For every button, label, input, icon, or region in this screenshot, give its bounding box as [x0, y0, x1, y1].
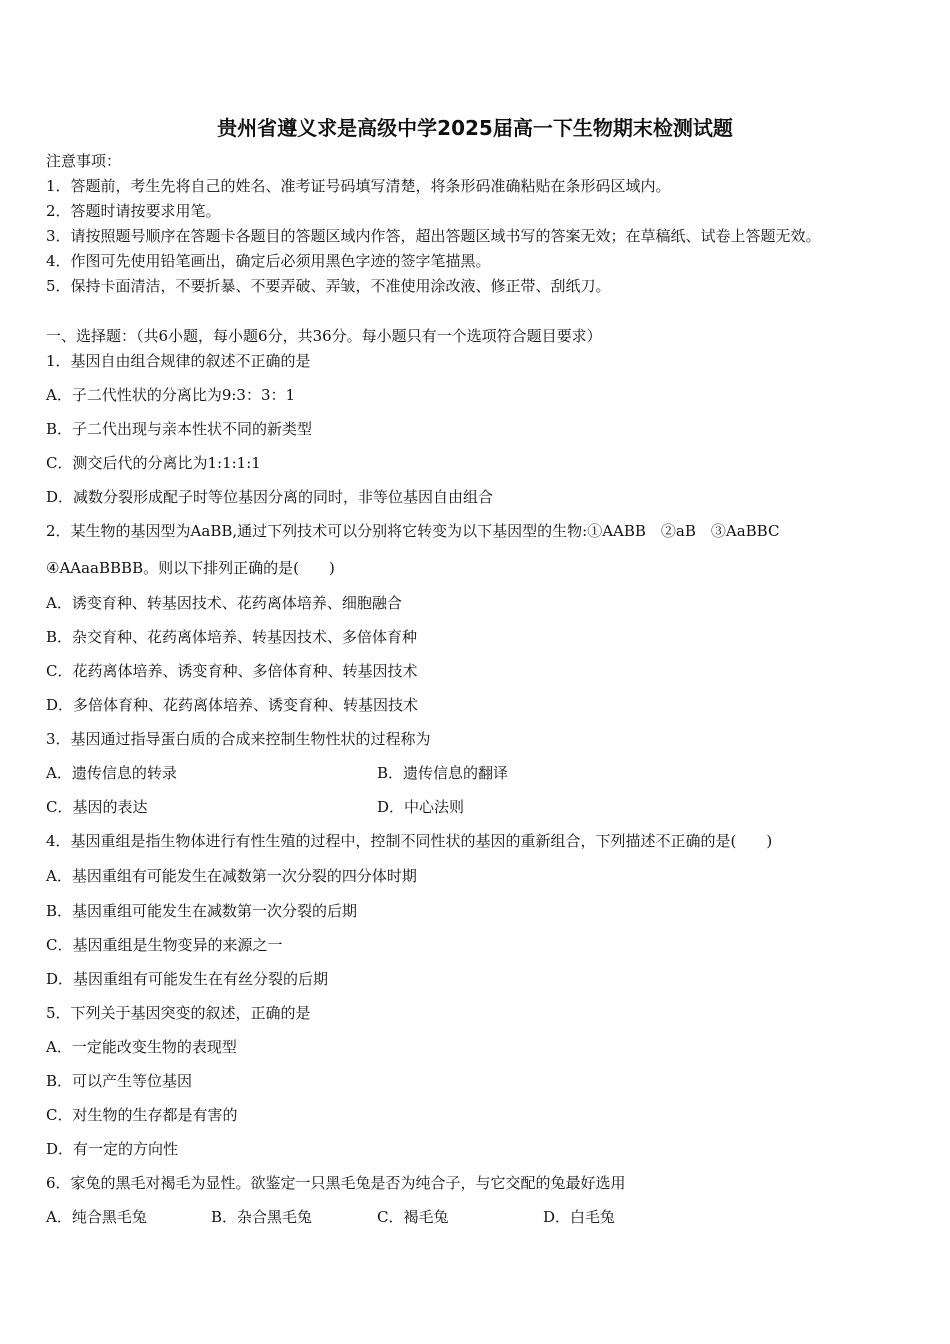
notice-item: 4．作图可先使用铅笔画出，确定后必须用黑色字迹的签字笔描黑。 [46, 252, 491, 270]
question-3 [46, 729, 431, 749]
option-b: B．杂合黑毛兔 [211, 1208, 313, 1226]
section-heading: 一、选择题：（共6小题，每小题6分，共36分。每小题只有一个选项符合题目要求） [46, 327, 602, 345]
question-number: 3． [46, 730, 71, 748]
option-c: C．褐毛兔 [377, 1208, 449, 1226]
exam-title: 贵州省遵义求是高级中学2025届高一下生物期末检测试题 [217, 116, 733, 140]
question-stem: 基因重组是指生物体进行有性生殖的过程中，控制不同性状的基因的重新组合，下列描述不正确的是( ) [70, 832, 773, 850]
notice-item: 3．请按照题号顺序在答题卡各题目的答题区域内作答，超出答题区域书写的答案无效；在草稿纸、试卷上答题无效。 [46, 227, 821, 245]
option-c: C．对生物的生存都是有害的 [46, 1106, 238, 1124]
question-number: 1． [46, 352, 71, 370]
option-a: A．诱变育种、转基因技术、花药离体培养、细胞融合 [46, 594, 402, 612]
question-4 [46, 831, 772, 851]
option-d: D．减数分裂形成配子时等位基因分离的同时，非等位基因自由组合 [46, 488, 494, 506]
option-d: D．有一定的方向性 [46, 1140, 179, 1158]
question-number: 4． [46, 832, 71, 850]
question-stem: 某生物的基因型为AaBB,通过下列技术可以分别将它转变为以下基因型的生物:①AABB ②aB ③AaBBC [70, 522, 780, 540]
notice-item: 5．保持卡面清洁，不要折暴、不要弄破、弄皱，不准使用涂改液、修正带、刮纸刀。 [46, 277, 611, 295]
option-c: C．基因的表达 [46, 798, 148, 816]
question-number: 6． [46, 1174, 71, 1192]
question-stem: 基因自由组合规律的叙述不正确的是 [70, 352, 311, 370]
option-c: C．测交后代的分离比为1:1:1:1 [46, 454, 261, 472]
notice-heading: 注意事项： [46, 152, 122, 170]
option-d: D．中心法则 [377, 798, 465, 816]
question-number: 2． [46, 522, 71, 540]
option-c: C．花药离体培养、诱变育种、多倍体育种、转基因技术 [46, 662, 418, 680]
option-b: B．可以产生等位基因 [46, 1072, 193, 1090]
option-b: B．遗传信息的翻译 [377, 764, 509, 782]
option-c: C．基因重组是生物变异的来源之一 [46, 936, 283, 954]
option-d: D．白毛兔 [543, 1208, 616, 1226]
option-a: A．一定能改变生物的表现型 [46, 1038, 237, 1056]
question-5 [46, 1003, 311, 1023]
question-number: 5． [46, 1004, 71, 1022]
option-d: D．多倍体育种、花药离体培养、诱变育种、转基因技术 [46, 696, 419, 714]
question-1 [46, 351, 311, 371]
question-stem: 基因通过指导蛋白质的合成来控制生物性状的过程称为 [70, 730, 431, 748]
question-6 [46, 1173, 626, 1193]
option-d: D．基因重组有可能发生在有丝分裂的后期 [46, 970, 329, 988]
option-b: B．杂交育种、花药离体培养、转基因技术、多倍体育种 [46, 628, 418, 646]
option-a: A．基因重组有可能发生在减数第一次分裂的四分体时期 [46, 867, 417, 885]
notice-item: 2．答题时请按要求用笔。 [46, 202, 221, 220]
question-stem-continued: ④AAaaBBBB。则以下排列正确的是( ) [46, 559, 335, 577]
option-b: B．基因重组可能发生在减数第一次分裂的后期 [46, 902, 358, 920]
option-a: A．遗传信息的转录 [46, 764, 177, 782]
option-b: B．子二代出现与亲本性状不同的新类型 [46, 420, 313, 438]
question-stem: 下列关于基因突变的叙述，正确的是 [70, 1004, 311, 1022]
question-stem: 家兔的黑毛对褐毛为显性。欲鉴定一只黑毛兔是否为纯合子，与它交配的兔最好选用 [70, 1174, 626, 1192]
option-a: A．子二代性状的分离比为9:3：3：1 [46, 386, 296, 404]
option-a: A．纯合黑毛兔 [46, 1208, 147, 1226]
notice-item: 1．答题前，考生先将自己的姓名、准考证号码填写清楚，将条形码准确粘贴在条形码区域内。 [46, 177, 671, 195]
question-2 [46, 521, 779, 541]
